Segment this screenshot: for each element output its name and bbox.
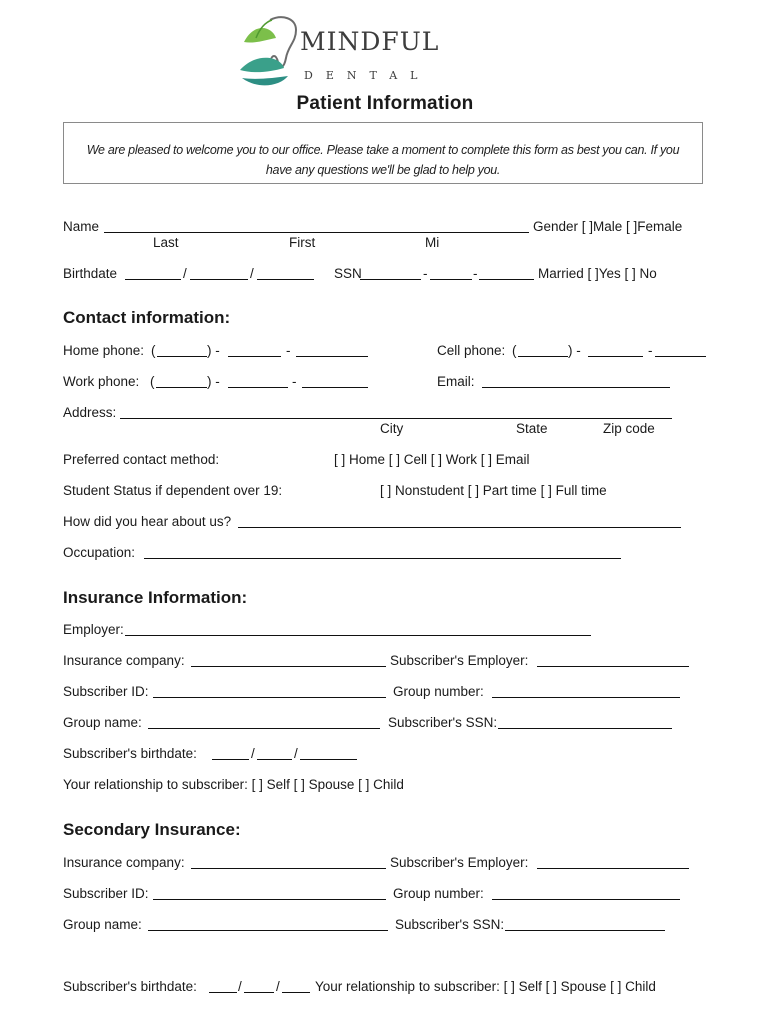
last-label: Last xyxy=(153,235,179,250)
secondary-birth-year-field[interactable] xyxy=(282,992,310,993)
paren: ) - xyxy=(207,343,220,358)
work-area-field[interactable] xyxy=(156,387,207,388)
cell-line-field[interactable] xyxy=(655,356,706,357)
dash: - xyxy=(286,343,291,358)
secondary-sub-id-label: Subscriber ID: xyxy=(63,886,149,901)
preferred-contact-options[interactable]: [ ] Home [ ] Cell [ ] Work [ ] Email xyxy=(334,452,530,467)
relationship-label[interactable]: Your relationship to subscriber: [ ] Self [ ] Spouse [ ] Child xyxy=(63,777,404,792)
subscriber-employer-label: Subscriber's Employer: xyxy=(390,653,529,668)
hear-about-label: How did you hear about us? xyxy=(63,514,232,529)
slash: / xyxy=(238,979,242,994)
slash: / xyxy=(251,746,255,761)
home-line-field[interactable] xyxy=(296,356,368,357)
secondary-heading: Secondary Insurance: xyxy=(63,820,241,839)
welcome-text: We are pleased to welcome you to our office. Please take a moment to complete this form as best you can. If you have any questions we'll be glad to help you. xyxy=(86,143,680,177)
secondary-sub-ssn-field[interactable] xyxy=(505,930,665,931)
secondary-group-number-label: Group number: xyxy=(393,886,484,901)
slash: / xyxy=(276,979,280,994)
birth-month-field[interactable] xyxy=(125,279,181,280)
group-name-label: Group name: xyxy=(63,715,142,730)
birthdate-label: Birthdate xyxy=(63,266,118,281)
state-label: State xyxy=(516,421,548,436)
secondary-company-label: Insurance company: xyxy=(63,855,185,870)
logo-brand: MINDFUL xyxy=(300,27,440,56)
married-label[interactable]: Married [ ]Yes [ ] No xyxy=(538,266,657,281)
paren: ) - xyxy=(207,374,220,389)
home-prefix-field[interactable] xyxy=(228,356,281,357)
student-status-label: Student Status if dependent over 19: xyxy=(63,483,283,498)
birth-year-field[interactable] xyxy=(257,279,314,280)
email-label: Email: xyxy=(437,374,475,389)
dash: - xyxy=(423,266,428,281)
occupation-field[interactable] xyxy=(144,558,621,559)
home-area-field[interactable] xyxy=(157,356,207,357)
secondary-sub-id-field[interactable] xyxy=(153,899,386,900)
preferred-contact-label: Preferred contact method: xyxy=(63,452,220,467)
secondary-group-number-field[interactable] xyxy=(492,899,680,900)
occupation-label: Occupation: xyxy=(63,545,136,560)
birth-day-field[interactable] xyxy=(190,279,248,280)
dash: - xyxy=(648,343,653,358)
insurance-heading: Insurance Information: xyxy=(63,588,248,607)
secondary-sub-ssn-label: Subscriber's SSN: xyxy=(395,917,505,932)
ssn-part3-field[interactable] xyxy=(479,279,534,280)
slash: / xyxy=(294,746,298,761)
slash: / xyxy=(183,266,187,281)
contact-heading: Contact information: xyxy=(63,308,231,327)
paren: ) - xyxy=(568,343,581,358)
address-label: Address: xyxy=(63,405,117,420)
secondary-group-name-field[interactable] xyxy=(148,930,388,931)
ssn-label: SSN xyxy=(334,266,362,281)
insurance-company-field[interactable] xyxy=(191,666,386,667)
welcome-box xyxy=(63,122,703,184)
secondary-company-field[interactable] xyxy=(191,868,386,869)
subscriber-birthdate-label: Subscriber's birthdate: xyxy=(63,746,197,761)
work-prefix-field[interactable] xyxy=(228,387,288,388)
cell-area-field[interactable] xyxy=(518,356,568,357)
mi-label: Mi xyxy=(425,235,440,250)
secondary-sub-birthdate-label: Subscriber's birthdate: xyxy=(63,979,197,994)
sub-birth-year-field[interactable] xyxy=(300,759,357,760)
paren: ( xyxy=(512,343,517,358)
secondary-group-name-label: Group name: xyxy=(63,917,142,932)
paren: ( xyxy=(150,374,155,389)
subscriber-id-label: Subscriber ID: xyxy=(63,684,149,699)
logo-sub: DENTAL xyxy=(304,69,431,82)
secondary-sub-employer-label: Subscriber's Employer: xyxy=(390,855,529,870)
subscriber-ssn-field[interactable] xyxy=(498,728,672,729)
group-number-label: Group number: xyxy=(393,684,484,699)
first-label: First xyxy=(289,235,316,250)
leaf-tooth-icon xyxy=(236,12,306,92)
secondary-relationship-label[interactable]: Your relationship to subscriber: [ ] Self [ ] Spouse [ ] Child xyxy=(315,979,656,994)
ssn-part2-field[interactable] xyxy=(430,279,472,280)
employer-label: Employer: xyxy=(63,622,124,637)
subscriber-employer-field[interactable] xyxy=(537,666,689,667)
sub-birth-month-field[interactable] xyxy=(212,759,249,760)
cell-phone-label: Cell phone: xyxy=(437,343,506,358)
page-title: Patient Information xyxy=(296,93,474,114)
employer-field[interactable] xyxy=(125,635,591,636)
slash: / xyxy=(250,266,254,281)
gender-label[interactable]: Gender [ ]Male [ ]Female xyxy=(533,219,683,234)
secondary-birth-day-field[interactable] xyxy=(244,992,274,993)
home-phone-label: Home phone: xyxy=(63,343,145,358)
dash: - xyxy=(292,374,297,389)
logo xyxy=(236,12,446,92)
email-field[interactable] xyxy=(482,387,670,388)
insurance-company-label: Insurance company: xyxy=(63,653,185,668)
subscriber-id-field[interactable] xyxy=(153,697,386,698)
name-field[interactable] xyxy=(104,232,529,233)
paren: ( xyxy=(151,343,156,358)
sub-birth-day-field[interactable] xyxy=(257,759,292,760)
secondary-birth-month-field[interactable] xyxy=(209,992,237,993)
group-number-field[interactable] xyxy=(492,697,680,698)
student-status-options[interactable]: [ ] Nonstudent [ ] Part time [ ] Full time xyxy=(380,483,607,498)
secondary-sub-employer-field[interactable] xyxy=(537,868,689,869)
cell-prefix-field[interactable] xyxy=(588,356,643,357)
subscriber-ssn-label: Subscriber's SSN: xyxy=(388,715,498,730)
name-label: Name xyxy=(63,219,100,234)
zip-label: Zip code xyxy=(603,421,655,436)
work-phone-label: Work phone: xyxy=(63,374,140,389)
ssn-part1-field[interactable] xyxy=(360,279,421,280)
hear-about-field[interactable] xyxy=(238,527,681,528)
address-field[interactable] xyxy=(120,418,672,419)
city-label: City xyxy=(380,421,404,436)
dash: - xyxy=(473,266,478,281)
group-name-field[interactable] xyxy=(148,728,380,729)
work-line-field[interactable] xyxy=(302,387,368,388)
